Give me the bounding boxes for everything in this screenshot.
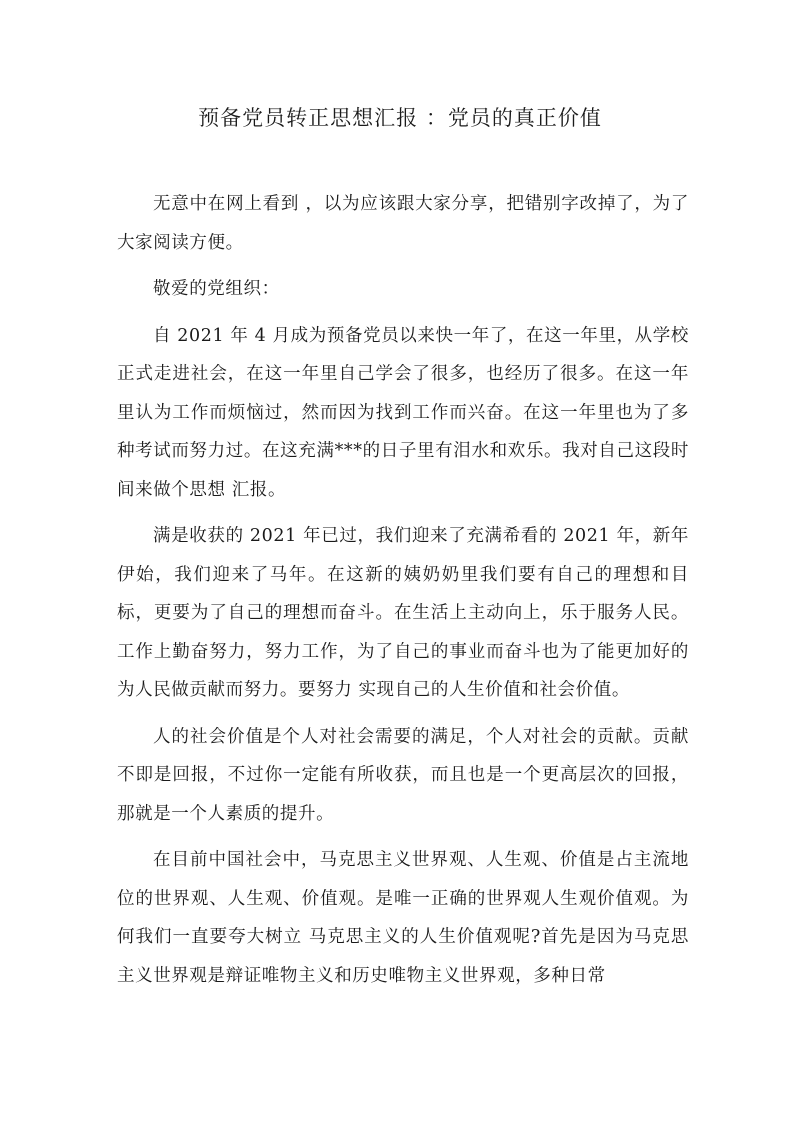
body-paragraph: 自 2021 年 4 月成为预备党员以来快一年了，在这一年里，从学校正式走进社会，在这一年里自己学会了很多，也经历了很多。在这一年里认为工作而烦恼过，然而因为找到工作而兴奋。在这一年里也为了多种考试而努力过。在这充满***的日子里有泪水和欢乐。我对自己这段时间来做个思想 汇报。 — [117, 325, 689, 500]
body-paragraph: 在目前中国社会中，马克思主义世界观、人生观、价值是占主流地位的世界观、人生观、价值观。是唯一正确的世界观人生观价值观。为何我们一直要夸大树立 马克思主义的人生价值观呢?首先是因为马克思主义世界观是辩证唯物主义和历史唯物主义世界观，多种日常 — [117, 850, 689, 986]
salutation: 敬爱的党组织： — [153, 279, 280, 299]
document-title: 预备党员转正思想汇报 ：党员的真正价值 — [198, 106, 602, 130]
document-body — [117, 185, 689, 1003]
intro-paragraph: 无意中在网上看到 ，以为应该跟大家分享，把错别字改掉了，为了大家阅读方便。 — [117, 194, 689, 253]
body-paragraph: 满是收获的 2021 年已过，我们迎来了充满希看的 2021 年，新年伊始，我们迎来了马年。在这新的姨奶奶里我们要有自己的理想和目标，更要为了自己的理想而奋斗。在生活上主动向上，乐于服务人民。工作上勤奋努力，努力工作，为了自己的事业而奋斗也为了能更加好的为人民做贡献而努力。要努力 实现自己的人生价值和社会价值。 — [117, 526, 689, 700]
body-paragraph: 人的社会价值是个人对社会需要的满足，个人对社会的贡献。贡献不即是回报，不过你一定能有所收获，而且也是一个更高层次的回报，那就是一个人素质的提升。 — [117, 726, 689, 824]
